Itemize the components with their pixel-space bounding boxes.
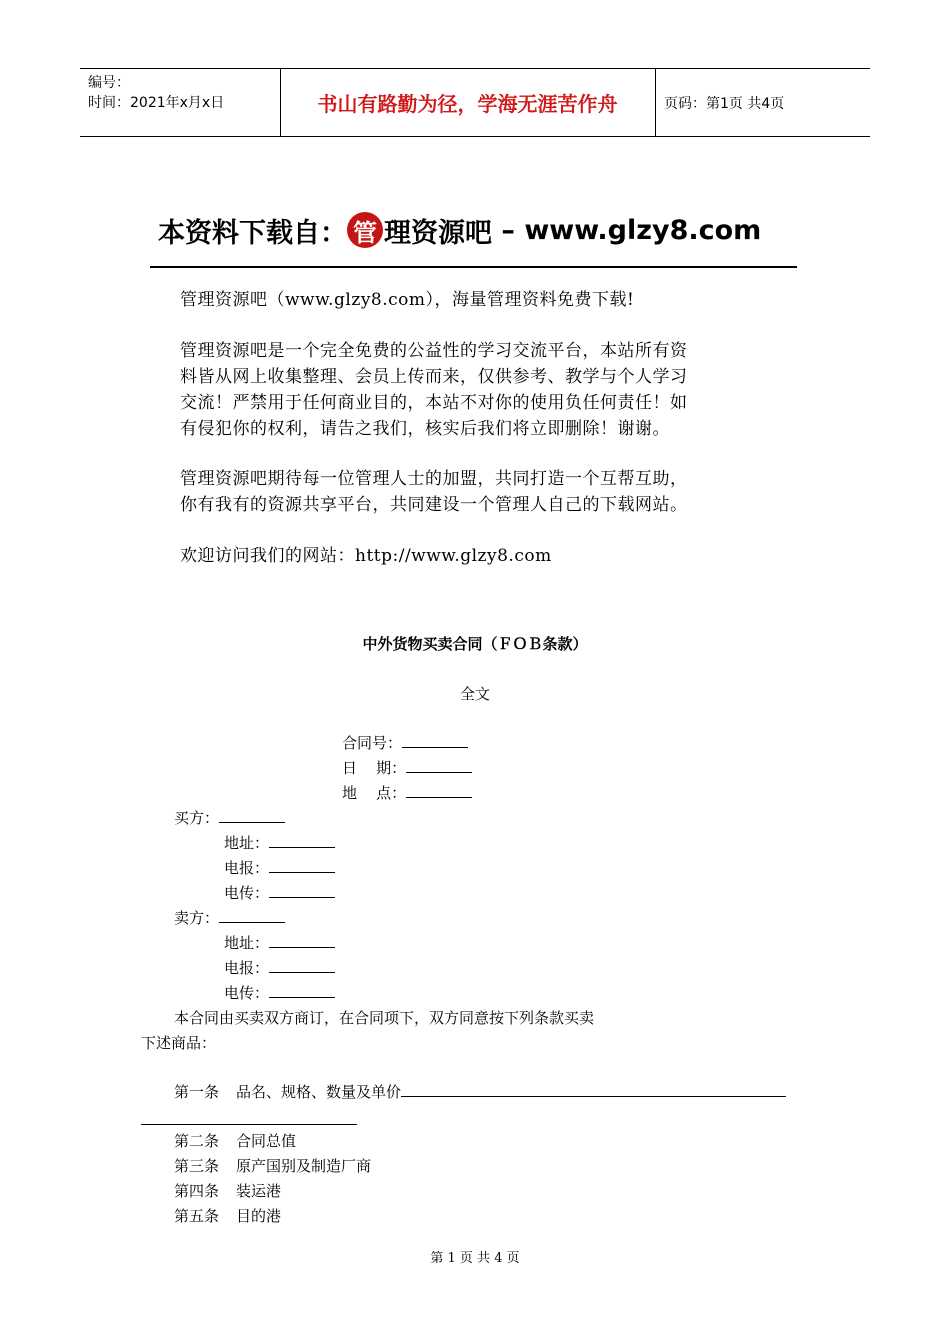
- field-label: 地 点：: [342, 784, 407, 802]
- intro-line: 管理资源吧是一个完全免费的公益性的学习交流平台，本站所有资: [180, 341, 688, 361]
- blank-line: [269, 858, 335, 873]
- article-2: [174, 1129, 296, 1154]
- contract-number-field: [342, 731, 468, 756]
- intro-paragraph-1: 管理资源吧（www.glzy8.com），海量管理资料免费下载!: [180, 290, 635, 310]
- banner-url[interactable]: www.glzy8.com: [524, 214, 762, 246]
- banner-site-name: 理资源吧: [384, 217, 492, 249]
- blank-line: [269, 883, 335, 898]
- field-label: 日 期：: [342, 759, 407, 777]
- article-4: [174, 1179, 281, 1204]
- article-number: 第五条: [174, 1207, 220, 1225]
- article-text: 合同总值: [236, 1132, 297, 1150]
- blank-line: [269, 983, 335, 998]
- field-label: 电传：: [224, 984, 270, 1002]
- field-label: 合同号：: [342, 734, 403, 752]
- blank-line: [269, 933, 335, 948]
- intro-line: 管理资源吧期待每一位管理人士的加盟，共同打造一个互帮互助，: [180, 469, 688, 489]
- field-label: 地址：: [224, 934, 270, 952]
- blank-line: [401, 1082, 786, 1097]
- seller-telex-field: [224, 981, 335, 1006]
- blank-line: [402, 733, 468, 748]
- site-logo-icon: 管: [347, 212, 383, 248]
- intro-line: 你有我有的资源共享平台，共同建设一个管理人自己的下载网站。: [180, 495, 688, 515]
- article-number: 第二条: [174, 1132, 220, 1150]
- field-label: 地址：: [224, 834, 270, 852]
- header-divider: [655, 69, 656, 136]
- field-label: 电报：: [224, 959, 270, 977]
- article-text: 装运港: [236, 1182, 282, 1200]
- article-1: [174, 1080, 786, 1105]
- contract-place-field: [342, 781, 472, 806]
- blank-line: [406, 783, 472, 798]
- banner-prefix: 本资料下载自：: [158, 217, 347, 249]
- blank-line: [269, 958, 335, 973]
- article-5: [174, 1204, 281, 1229]
- buyer-field: [174, 806, 285, 831]
- field-label: 买方：: [174, 809, 220, 827]
- intro-paragraph-3: [180, 466, 688, 518]
- intro-paragraph-2: [180, 338, 688, 442]
- contract-subtitle: 全文: [459, 685, 490, 703]
- buyer-telex-field: [224, 881, 335, 906]
- motto: 书山有路勤为径，学海无涯苦作舟: [317, 92, 618, 116]
- intro-line: 有侵犯你的权利，请告之我们，核实后我们将立即删除！谢谢。: [180, 419, 670, 439]
- preamble-line-2: 下述商品：: [141, 1034, 217, 1052]
- banner-dash: –: [492, 214, 525, 246]
- blank-line: [219, 908, 285, 923]
- number-label: 编号：: [88, 75, 130, 91]
- seller-address-field: [224, 931, 335, 956]
- article-number: 第一条: [174, 1083, 220, 1101]
- header-table: [80, 68, 870, 137]
- seller-telegram-field: [224, 956, 335, 981]
- blank-line: [406, 758, 472, 773]
- buyer-address-field: [224, 831, 335, 856]
- contract-date-field: [342, 756, 472, 781]
- seller-field: [174, 906, 285, 931]
- page-footer: 第 1 页 共 4 页: [430, 1251, 520, 1266]
- article-number: 第三条: [174, 1157, 220, 1175]
- article-3: [174, 1154, 371, 1179]
- blank-line: [141, 1124, 357, 1125]
- blank-line: [219, 808, 285, 823]
- banner-divider: [150, 266, 797, 268]
- time-label: 时间：2021年x月x日: [88, 95, 225, 111]
- intro-line: 料皆从网上收集整理、会员上传而来，仅供参考、教学与个人学习: [180, 367, 688, 387]
- article-text: 目的港: [236, 1207, 282, 1225]
- download-banner: [158, 208, 761, 252]
- article-number: 第四条: [174, 1182, 220, 1200]
- article-text: 原产国别及制造厂商: [236, 1157, 372, 1175]
- intro-line: 交流！严禁用于任何商业目的，本站不对你的使用负任何责任！如: [180, 393, 688, 413]
- intro-paragraph-4: 欢迎访问我们的网站：http://www.glzy8.com: [180, 546, 552, 566]
- field-label: 电传：: [224, 884, 270, 902]
- article-text: 品名、规格、数量及单价: [236, 1083, 402, 1101]
- field-label: 卖方：: [174, 909, 220, 927]
- blank-line: [269, 833, 335, 848]
- buyer-telegram-field: [224, 856, 335, 881]
- contract-title: 中外货物买卖合同（ＦＯＢ条款）: [362, 635, 588, 653]
- preamble-line-1: 本合同由买卖双方商订，在合同项下，双方同意按下列条款买卖: [174, 1009, 595, 1027]
- page-info: 页码：第1页 共4页: [664, 95, 785, 112]
- field-label: 电报：: [224, 859, 270, 877]
- header-meta: [88, 73, 224, 113]
